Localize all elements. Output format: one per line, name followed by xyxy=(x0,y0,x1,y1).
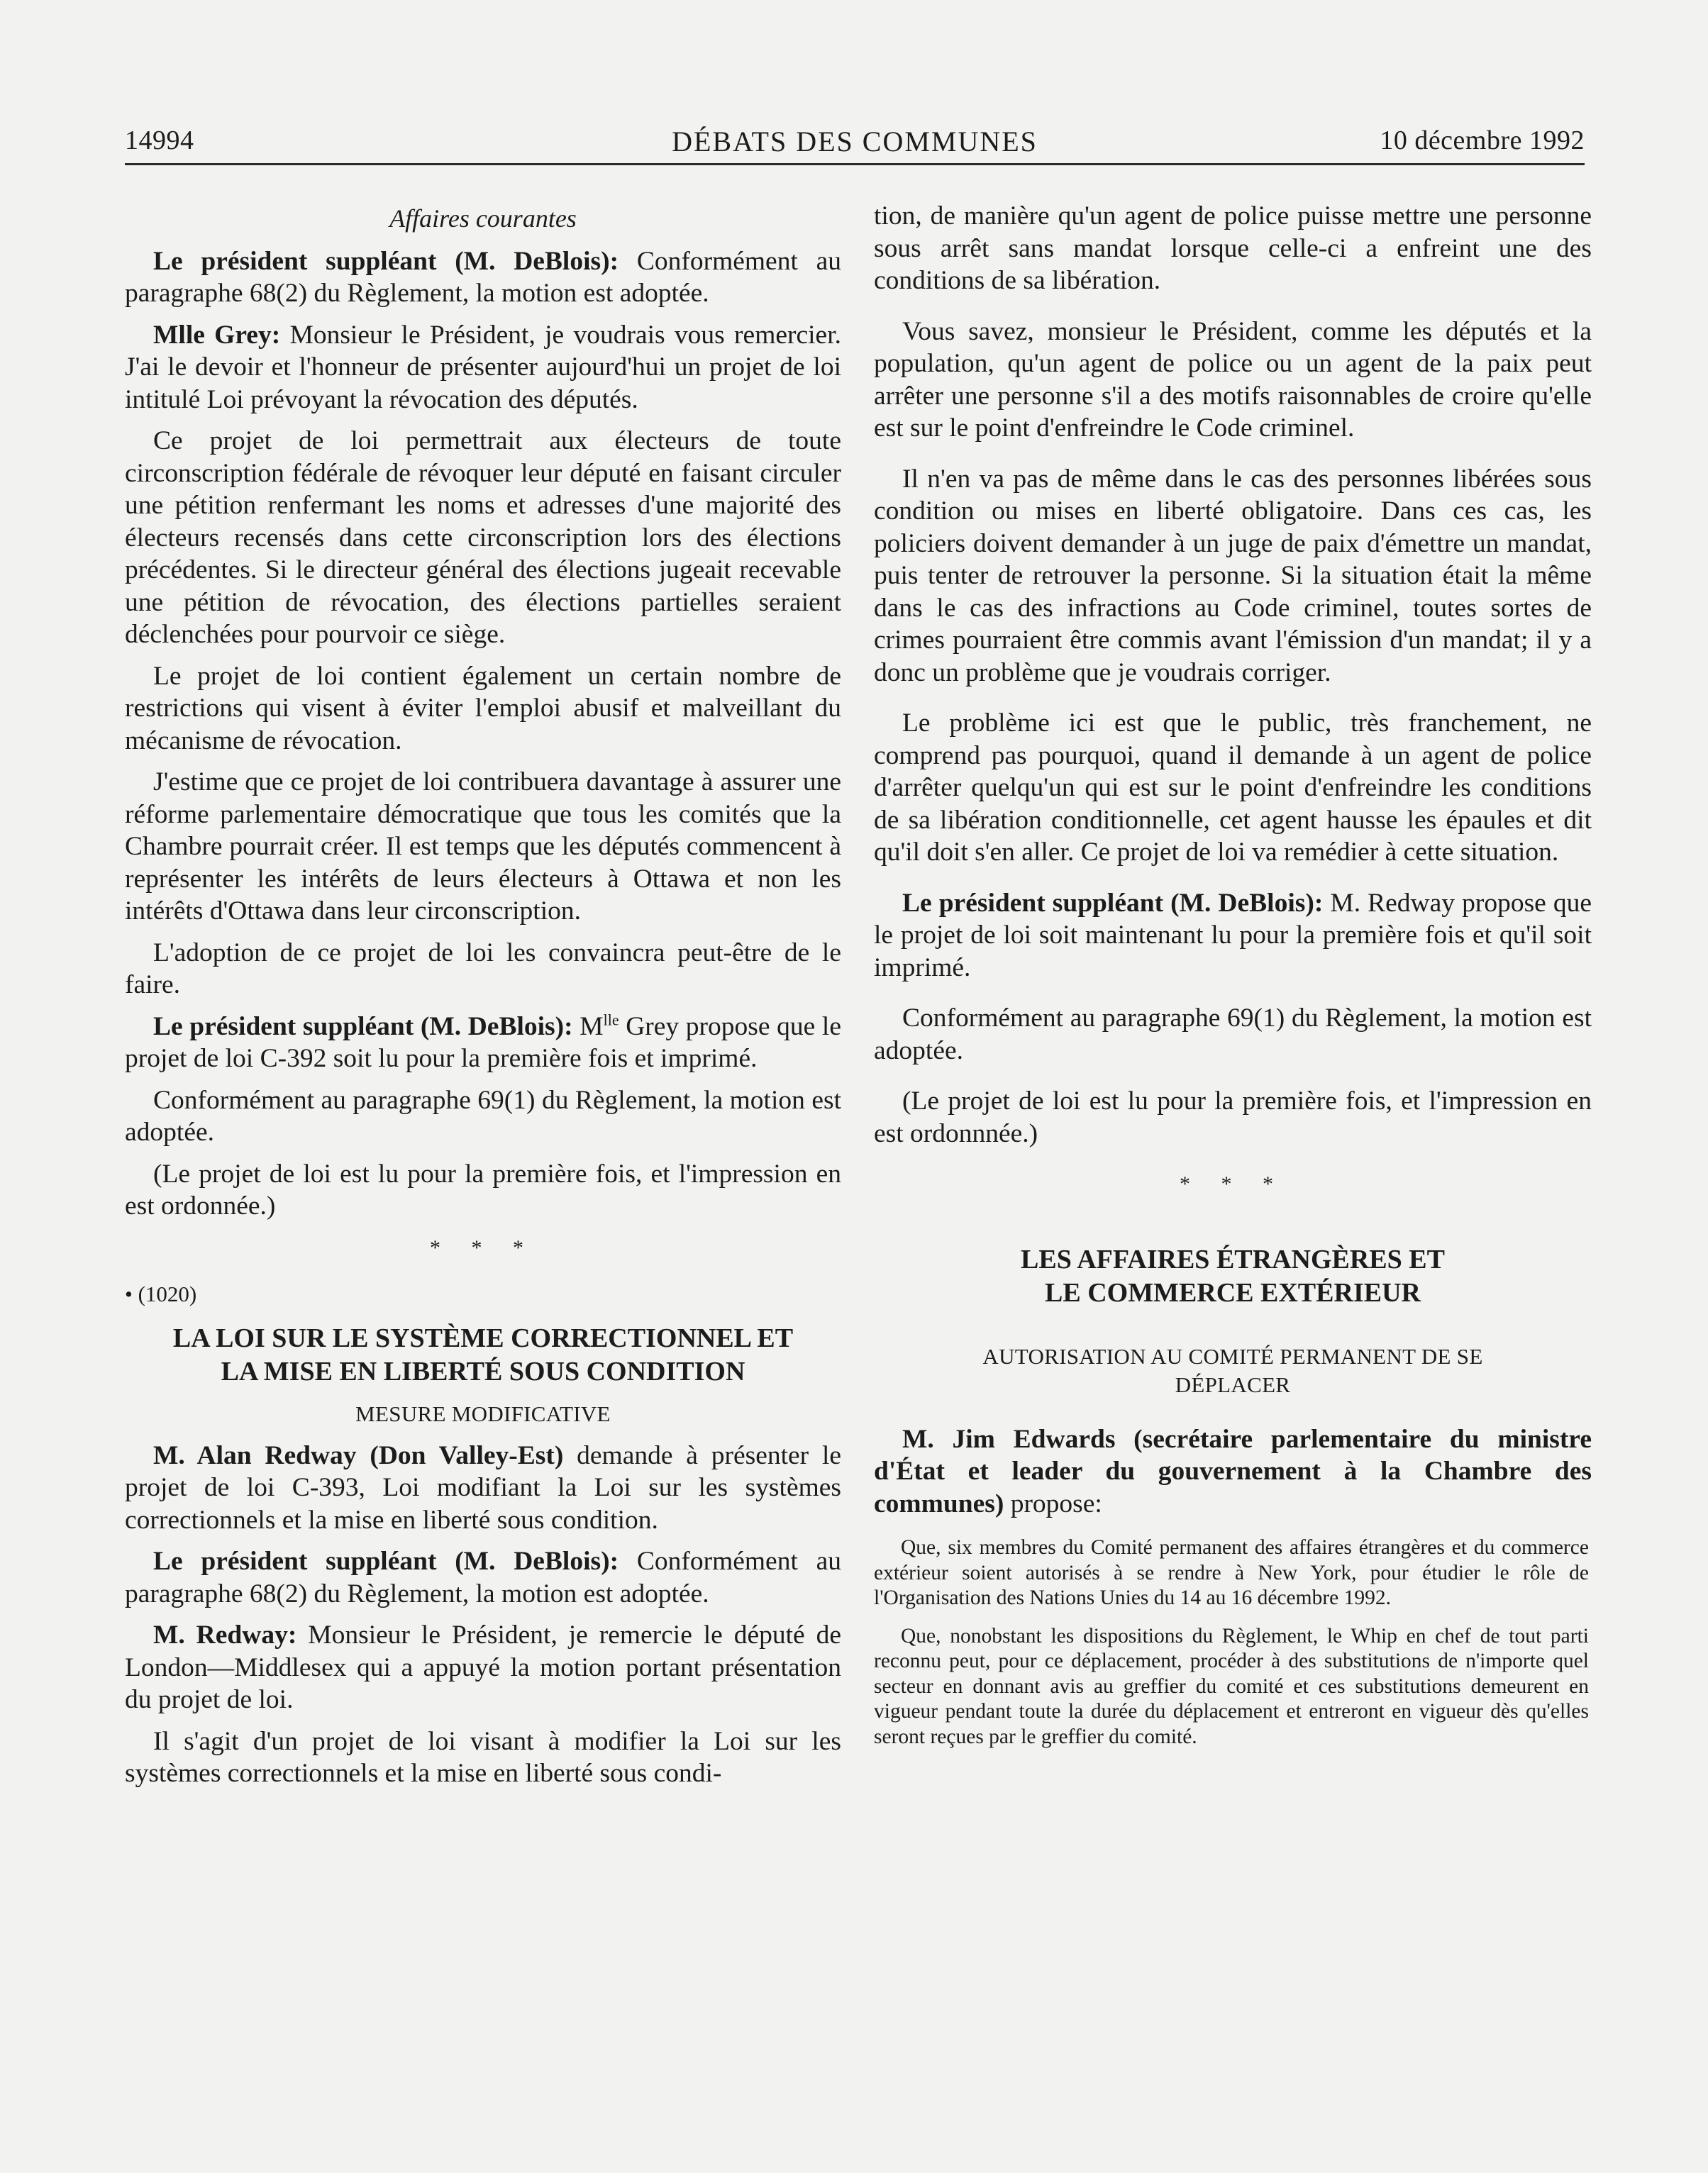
paragraph xyxy=(125,1440,841,1537)
paragraph xyxy=(874,887,1592,984)
paragraph: Conformément au paragraphe 69(1) du Règlement, la motion est adoptée. xyxy=(874,1004,1592,1065)
subheading: MESURE MODIFICATIVE xyxy=(355,1401,611,1426)
speaker-name: M. Jim Edwards (secrétaire parlementaire du ministre d'État et leader du gouvernement à la Chambre des communes) xyxy=(874,1424,1592,1518)
speaker-name: Le président suppléant (M. DeBlois): xyxy=(902,888,1324,918)
paragraph-text: Monsieur le Président, je voudrais vous remercier. J'ai le devoir et l'honneur de présenter aujourd'hui un projet de loi intitulé Loi prévoyant la révocation des députés. xyxy=(125,320,841,414)
superscript: lle xyxy=(603,1011,619,1028)
paragraph: L'adoption de ce projet de loi les convaincra peut-être de le faire. xyxy=(125,938,841,999)
paragraph: Il s'agit d'un projet de loi visant à modifier la Loi sur les systèmes correctionnels et la mise en liberté sous condi- xyxy=(125,1726,841,1788)
paragraph-text: demande à présenter le projet de loi C-393, Loi modifiant la Loi sur les systèmes correctionnels et la mise en liberté sous condition. xyxy=(125,1440,842,1535)
paragraph: (Le projet de loi est lu pour la première fois, et l'impression en est ordonnée.) xyxy=(125,1159,841,1221)
motion-text: Que, six membres du Comité permanent des affaires étrangères et du commerce extérieur soient autorisés à se rendre à New York, pour étudier le rôle de l'Organisation des Nations Unies du 14 au 16 décembre 1992. xyxy=(874,1536,1589,1609)
paragraph xyxy=(125,1011,841,1075)
paragraph-text: Monsieur le Président, je remercie le député de London—Middlesex qui a appuyé la motion portant présentation du projet de loi. xyxy=(125,1621,842,1714)
speaker-name: Le président suppléant (M. DeBlois): xyxy=(153,246,619,276)
heading-line: LA LOI SUR LE SYSTÈME CORRECTIONNEL ET xyxy=(172,1323,794,1353)
speaker-name: Le président suppléant (M. DeBlois): xyxy=(153,1011,573,1041)
paragraph-text: Conformément au paragraphe 68(2) du Règlement, la motion est adoptée. xyxy=(125,1547,841,1608)
paragraph: Conformément au paragraphe 69(1) du Règlement, la motion est adoptée. xyxy=(125,1085,841,1147)
paragraph-text: Conformément au paragraphe 68(2) du Règlement, la motion est adoptée. xyxy=(125,246,841,308)
paragraph-text: Grey propose que le projet de loi C-392 soit lu pour la première fois et imprimé. xyxy=(125,1011,841,1073)
paragraph-text: M xyxy=(572,1011,604,1041)
right-column xyxy=(874,200,1592,1762)
paragraph-text: M. Redway propose que le projet de loi soit maintenant lu pour la première fois et qu'il soit imprimé. xyxy=(874,888,1592,982)
heading-line: LE COMMERCE EXTÉRIEUR xyxy=(1045,1277,1421,1308)
left-column xyxy=(125,200,841,1799)
paragraph xyxy=(125,1619,841,1716)
paragraph-text: propose: xyxy=(1004,1489,1102,1518)
speaker-name: Mlle Grey: xyxy=(153,320,281,350)
running-header xyxy=(125,122,1585,162)
page-number: 14994 xyxy=(125,126,194,155)
paragraph xyxy=(125,1545,841,1610)
issue-date: 10 décembre 1992 xyxy=(1380,126,1585,155)
section-separator: * * * xyxy=(430,1235,536,1260)
paragraph: Le projet de loi contient également un certain nombre de restrictions qui visent à éviter l'emploi abusif et malveillant du mécanisme de révocation. xyxy=(125,661,841,755)
subheading-line: AUTORISATION AU COMITÉ PERMANENT DE SE xyxy=(982,1343,1483,1369)
paragraph: (Le projet de loi est lu pour la première fois, et l'impression en est ordonnnée.) xyxy=(874,1086,1592,1148)
heading-line: LA MISE EN LIBERTÉ SOUS CONDITION xyxy=(221,1356,745,1386)
paragraph: Le problème ici est que le public, très franchement, ne comprend pas pourquoi, quand il demande à un agent de police d'arrêter quelqu'un qui est sur le point d'enfreindre les conditions de sa libération conditionnelle, cet agent hausse les épaules et dit qu'il doit s'en aller. Ce projet de loi va remédier à cette situation. xyxy=(874,708,1592,867)
paragraph: J'estime que ce projet de loi contribuera davantage à assurer une réforme parlementaire démocratique que tous les comités que la Chambre pourrait créer. Il est temps que les députés commencent à représenter les intérêts de leurs électeurs à Ottawa et non les intérêts d'Ottawa dans leur circonscription. xyxy=(125,767,841,926)
speaker-name: M. Redway: xyxy=(153,1621,297,1650)
paragraph: Il n'en va pas de même dans le cas des personnes libérées sous condition ou mises en liberté obligatoire. Dans ces cas, les policiers doivent demander à un juge de paix d'émettre un mandat, puis tenter de retrouver la personne. Si la situation était la même dans le cas des infractions au Code criminel, toutes sortes de crimes pourraient être commis avant l'émission d'un mandat; il y a donc un problème que je voudrais corriger. xyxy=(874,464,1592,687)
section-title: Affaires courantes xyxy=(389,204,577,233)
paragraph: Vous savez, monsieur le Président, comme les députés et la population, qu'un agent de police ou un agent de la paix peut arrêter une personne s'il a des motifs raisonnables de croire qu'elle est sur le point d'enfreindre le Code criminel. xyxy=(874,316,1592,443)
paragraph: tion, de manière qu'un agent de police puisse mettre une personne sous arrêt sans mandat lorsque celle-ci a enfreint une des conditions de sa libération. xyxy=(874,201,1592,295)
paragraph xyxy=(874,1423,1592,1521)
speaker-name: Le président suppléant (M. DeBlois): xyxy=(153,1547,619,1576)
motion-text: Que, nonobstant les dispositions du Règlement, le Whip en chef de tout parti reconnu peut, pour ce déplacement, procéder à des substitutions de n'importe quel secteur en donnant avis au greffier du comité et ces substitutions demeurent en vigueur pendant toute la durée du déplacement et entreront en vigueur dès qu'elles seront reçues par le greffier du comité. xyxy=(874,1624,1589,1748)
section-separator: * * * xyxy=(1180,1172,1286,1196)
publication-title: DÉBATS DES COMMUNES xyxy=(672,126,1038,157)
section-heading xyxy=(874,1243,1592,1310)
section-heading xyxy=(125,1322,841,1389)
paragraph xyxy=(125,319,841,416)
header-rule xyxy=(125,163,1585,165)
heading-line: LES AFFAIRES ÉTRANGÈRES ET xyxy=(1021,1244,1445,1274)
paragraph xyxy=(125,245,841,310)
time-mark: • (1020) xyxy=(125,1282,197,1306)
paragraph: Ce projet de loi permettrait aux électeurs de toute circonscription fédérale de révoquer leur député en faisant circuler une pétition renfermant les noms et adresses d'une majorité des électeurs recensés dans cette circonscription lors des élections précédentes. Si le directeur général des élections jugeait recevable une pétition de révocation, des élections partielles seraient déclenchées pour pourvoir ce siège. xyxy=(125,426,841,649)
speaker-name: M. Alan Redway (Don Valley-Est) xyxy=(153,1440,564,1470)
subheading xyxy=(874,1343,1592,1399)
subheading-line: DÉPLACER xyxy=(1175,1372,1291,1397)
